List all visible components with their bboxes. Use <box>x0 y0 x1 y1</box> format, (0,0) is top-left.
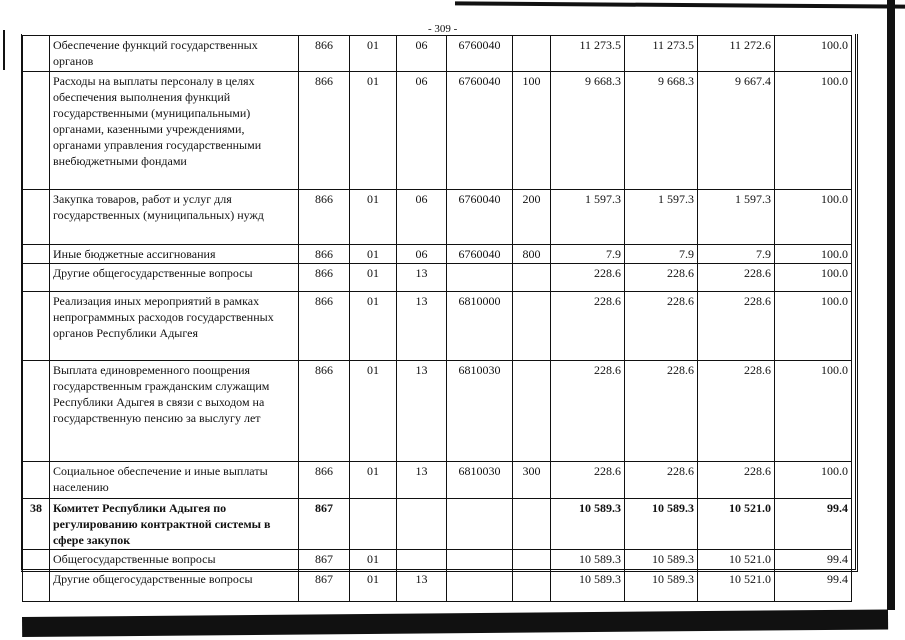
table-row <box>23 292 852 361</box>
cell-fact: 10 521.0 <box>698 570 775 602</box>
cell-rz: 01 <box>350 36 397 72</box>
cell-vr <box>513 36 551 72</box>
cell-ved: 866 <box>299 264 350 292</box>
cell-name: Другие общегосударственные вопросы <box>50 264 299 292</box>
cell-csr: 6760040 <box>447 245 513 264</box>
cell-pct: 99.4 <box>775 570 852 602</box>
cell-plan2: 1 597.3 <box>625 190 698 245</box>
cell-pct: 100.0 <box>775 462 852 499</box>
cell-csr: 6760040 <box>447 36 513 72</box>
table-row <box>23 264 852 292</box>
cell-plan: 10 589.3 <box>551 570 625 602</box>
cell-pr: 06 <box>397 190 447 245</box>
cell-vr: 800 <box>513 245 551 264</box>
cell-ved: 866 <box>299 36 350 72</box>
cell-idx <box>23 245 50 264</box>
table-row <box>23 361 852 462</box>
cell-name: Социальное обеспечение и иные выплаты населению <box>50 462 299 499</box>
cell-pct: 100.0 <box>775 264 852 292</box>
scan-edge-bottom <box>22 609 888 637</box>
cell-ved: 866 <box>299 292 350 361</box>
budget-table <box>22 35 852 602</box>
cell-ved: 866 <box>299 190 350 245</box>
cell-plan2: 11 273.5 <box>625 36 698 72</box>
cell-plan2: 228.6 <box>625 292 698 361</box>
cell-name: Закупка товаров, работ и услуг для государственных (муниципальных) нужд <box>50 190 299 245</box>
cell-fact: 228.6 <box>698 264 775 292</box>
table-row <box>23 462 852 499</box>
cell-name: Иные бюджетные ассигнования <box>50 245 299 264</box>
table-row <box>23 190 852 245</box>
scan-mark-left <box>3 30 5 70</box>
cell-plan2: 7.9 <box>625 245 698 264</box>
table-row <box>23 245 852 264</box>
cell-fact: 10 521.0 <box>698 550 775 570</box>
cell-idx: 38 <box>23 499 50 550</box>
table-row <box>23 72 852 190</box>
cell-csr <box>447 570 513 602</box>
cell-rz: 01 <box>350 570 397 602</box>
cell-csr <box>447 550 513 570</box>
cell-rz: 01 <box>350 72 397 190</box>
cell-fact: 228.6 <box>698 292 775 361</box>
cell-name: Реализация иных мероприятий в рамках непрограммных расходов государственных органов Республики Адыгея <box>50 292 299 361</box>
cell-pr: 13 <box>397 462 447 499</box>
cell-plan: 1 597.3 <box>551 190 625 245</box>
cell-idx <box>23 190 50 245</box>
cell-pr: 06 <box>397 245 447 264</box>
cell-pct: 100.0 <box>775 36 852 72</box>
cell-csr <box>447 264 513 292</box>
table-row <box>23 36 852 72</box>
cell-vr <box>513 570 551 602</box>
cell-ved: 866 <box>299 72 350 190</box>
cell-fact: 9 667.4 <box>698 72 775 190</box>
cell-idx <box>23 36 50 72</box>
cell-pct: 99.4 <box>775 550 852 570</box>
cell-plan2: 9 668.3 <box>625 72 698 190</box>
cell-vr: 200 <box>513 190 551 245</box>
cell-vr <box>513 550 551 570</box>
cell-rz: 01 <box>350 245 397 264</box>
cell-idx <box>23 462 50 499</box>
cell-pct: 100.0 <box>775 292 852 361</box>
cell-fact: 228.6 <box>698 462 775 499</box>
cell-pr: 13 <box>397 292 447 361</box>
cell-rz: 01 <box>350 264 397 292</box>
cell-plan2: 228.6 <box>625 264 698 292</box>
cell-pct: 99.4 <box>775 499 852 550</box>
cell-pr: 13 <box>397 361 447 462</box>
cell-idx <box>23 264 50 292</box>
cell-vr: 100 <box>513 72 551 190</box>
cell-csr: 6760040 <box>447 190 513 245</box>
cell-plan2: 10 589.3 <box>625 570 698 602</box>
cell-ved: 866 <box>299 462 350 499</box>
cell-idx <box>23 550 50 570</box>
cell-rz: 01 <box>350 292 397 361</box>
cell-fact: 1 597.3 <box>698 190 775 245</box>
table-row <box>23 550 852 570</box>
cell-idx <box>23 361 50 462</box>
cell-ved: 867 <box>299 550 350 570</box>
cell-idx <box>23 72 50 190</box>
cell-name: Выплата единовременного поощрения государственным гражданским служащим Республики Адыгея в связи с выходом на государственную пенсию за выслугу лет <box>50 361 299 462</box>
cell-plan: 228.6 <box>551 292 625 361</box>
cell-pct: 100.0 <box>775 361 852 462</box>
scan-edge-top <box>455 1 905 8</box>
scan-edge-right <box>887 0 895 610</box>
cell-pr <box>397 550 447 570</box>
cell-pr <box>397 499 447 550</box>
cell-csr: 6810030 <box>447 462 513 499</box>
cell-plan: 7.9 <box>551 245 625 264</box>
cell-plan: 9 668.3 <box>551 72 625 190</box>
cell-name: Другие общегосударственные вопросы <box>50 570 299 602</box>
cell-name: Обеспечение функций государственных органов <box>50 36 299 72</box>
cell-plan: 228.6 <box>551 264 625 292</box>
cell-fact: 7.9 <box>698 245 775 264</box>
cell-vr <box>513 499 551 550</box>
cell-plan: 10 589.3 <box>551 499 625 550</box>
cell-csr: 6810030 <box>447 361 513 462</box>
cell-pct: 100.0 <box>775 72 852 190</box>
cell-idx <box>23 570 50 602</box>
cell-rz <box>350 499 397 550</box>
cell-pr: 06 <box>397 72 447 190</box>
cell-vr <box>513 292 551 361</box>
cell-plan: 10 589.3 <box>551 550 625 570</box>
cell-pct: 100.0 <box>775 245 852 264</box>
cell-ved: 866 <box>299 361 350 462</box>
cell-plan2: 10 589.3 <box>625 499 698 550</box>
cell-idx <box>23 292 50 361</box>
cell-pr: 06 <box>397 36 447 72</box>
cell-name: Расходы на выплаты персоналу в целях обеспечения выполнения функций государственными (муниципальными) органами, казенными учреждениями, органами управления государственными внебюджетными фондами <box>50 72 299 190</box>
cell-plan: 228.6 <box>551 462 625 499</box>
cell-pr: 13 <box>397 264 447 292</box>
cell-rz: 01 <box>350 462 397 499</box>
cell-rz: 01 <box>350 361 397 462</box>
cell-vr <box>513 361 551 462</box>
cell-csr <box>447 499 513 550</box>
cell-fact: 228.6 <box>698 361 775 462</box>
cell-vr: 300 <box>513 462 551 499</box>
cell-name: Комитет Республики Адыгея по регулированию контрактной системы в сфере закупок <box>50 499 299 550</box>
cell-rz: 01 <box>350 550 397 570</box>
table-row <box>23 499 852 550</box>
cell-plan2: 228.6 <box>625 361 698 462</box>
cell-name: Общегосударственные вопросы <box>50 550 299 570</box>
cell-plan: 11 273.5 <box>551 36 625 72</box>
cell-vr <box>513 264 551 292</box>
cell-plan2: 10 589.3 <box>625 550 698 570</box>
page-number: - 309 - <box>428 23 458 35</box>
cell-fact: 11 272.6 <box>698 36 775 72</box>
cell-ved: 867 <box>299 570 350 602</box>
cell-csr: 6760040 <box>447 72 513 190</box>
table-row <box>23 570 852 602</box>
cell-pct: 100.0 <box>775 190 852 245</box>
cell-csr: 6810000 <box>447 292 513 361</box>
cell-ved: 867 <box>299 499 350 550</box>
cell-pr: 13 <box>397 570 447 602</box>
cell-ved: 866 <box>299 245 350 264</box>
cell-plan2: 228.6 <box>625 462 698 499</box>
cell-rz: 01 <box>350 190 397 245</box>
cell-fact: 10 521.0 <box>698 499 775 550</box>
cell-plan: 228.6 <box>551 361 625 462</box>
